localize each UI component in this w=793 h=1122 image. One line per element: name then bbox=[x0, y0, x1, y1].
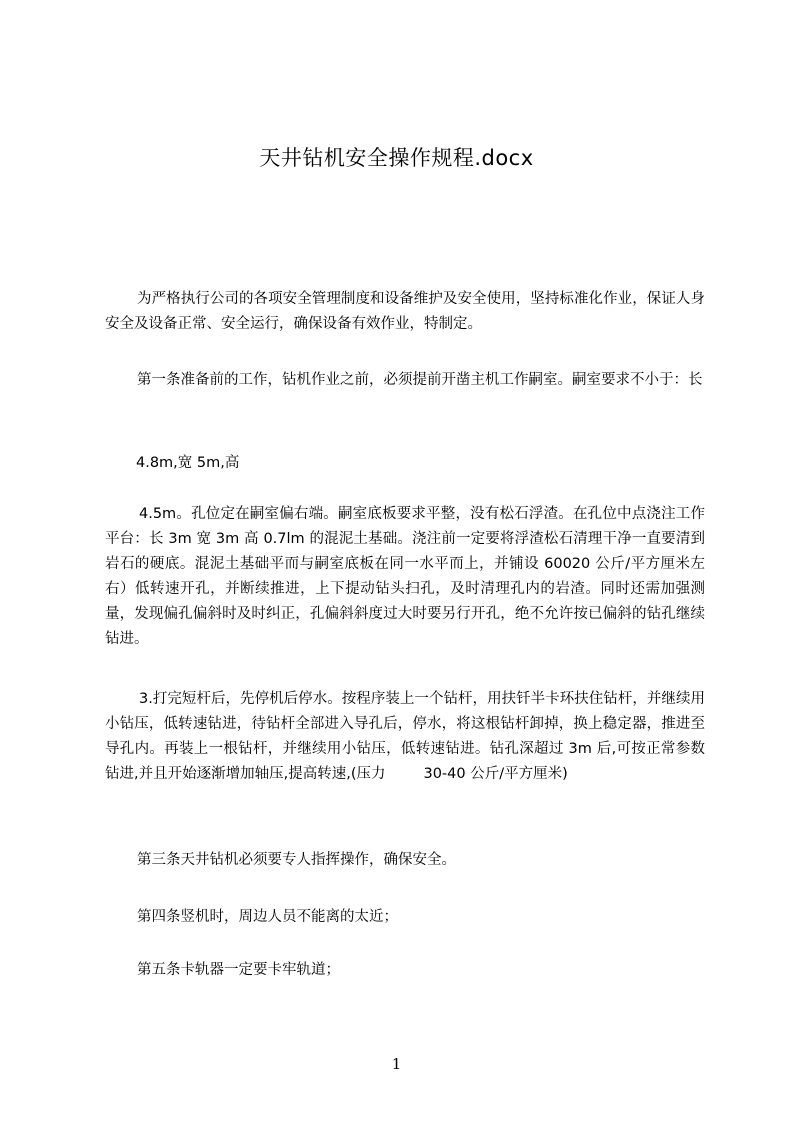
intro-paragraph: 为严格执行公司的各项安全管理制度和设备维护及安全使用，坚持标准化作业，保证人身安全及设备正常、安全运行，确保设备有效作业，特制定。 bbox=[105, 291, 705, 332]
article-3-paragraph: 第三条天井钻机必须要专人指挥操作，确保安全。 bbox=[137, 852, 456, 868]
step-3-paragraph bbox=[105, 687, 705, 787]
article-5-paragraph: 第五条卡轨器一定要卡牢轨道； bbox=[137, 962, 340, 978]
page-number: 1 bbox=[391, 1055, 402, 1073]
step-3-pressure-text: 30-40 公斤/平方厘米) bbox=[423, 766, 568, 782]
dimensions-paragraph: 4.8m,宽 5m,高 bbox=[136, 455, 240, 471]
article-1-paragraph: 第一条准备前的工作，钻机作业之前，必须提前开凿主机工作嗣室。嗣室要求不小于：长 bbox=[137, 372, 703, 388]
document-title: 天井钻机安全操作规程.docx bbox=[259, 146, 534, 170]
height-detail-text: 4.5m。孔位定在嗣室偏右端。嗣室底板要求平整，没有松石浮渣。在孔位中点浇注工作平台：长 3m 宽 3m 高 0.7lm 的混泥土基础。浇注前一定要将浮渣松石清理干净一直要清到岩石的硬底。混泥土基础平而与嗣室底板在同一水平而上，并铺设 60020 公斤/平方厘米左右）低转速开孔，并断续推进，上下提动钻头扫孔，及时清理孔内的岩渣。同时还需加强测量，发现偏孔偏斜时及时纠正，孔偏斜斜度过大时要另行开孔，绝不允许按已偏斜的钻孔继续钻进。 bbox=[105, 506, 705, 647]
height-detail-paragraph bbox=[105, 502, 705, 652]
article-4-paragraph: 第四条竖机时，周边人员不能离的太近； bbox=[137, 909, 398, 925]
step-3-text: 3.打完短杆后，先停机后停水。按程序装上一个钻杆，用扶钎半卡环扶住钻杆，并继续用小钻压，低转速钻进，待钻杆全部进入导孔后，停水，将这根钻杆卸掉，换上稳定器，推进至导孔内。再装上一根钻杆，并继续用小钻压，低转速钻进。钻孔深超过 3m 后,可按正常参数钻进,并且开始逐渐增加轴压,提高转速,(压力 bbox=[105, 691, 705, 782]
